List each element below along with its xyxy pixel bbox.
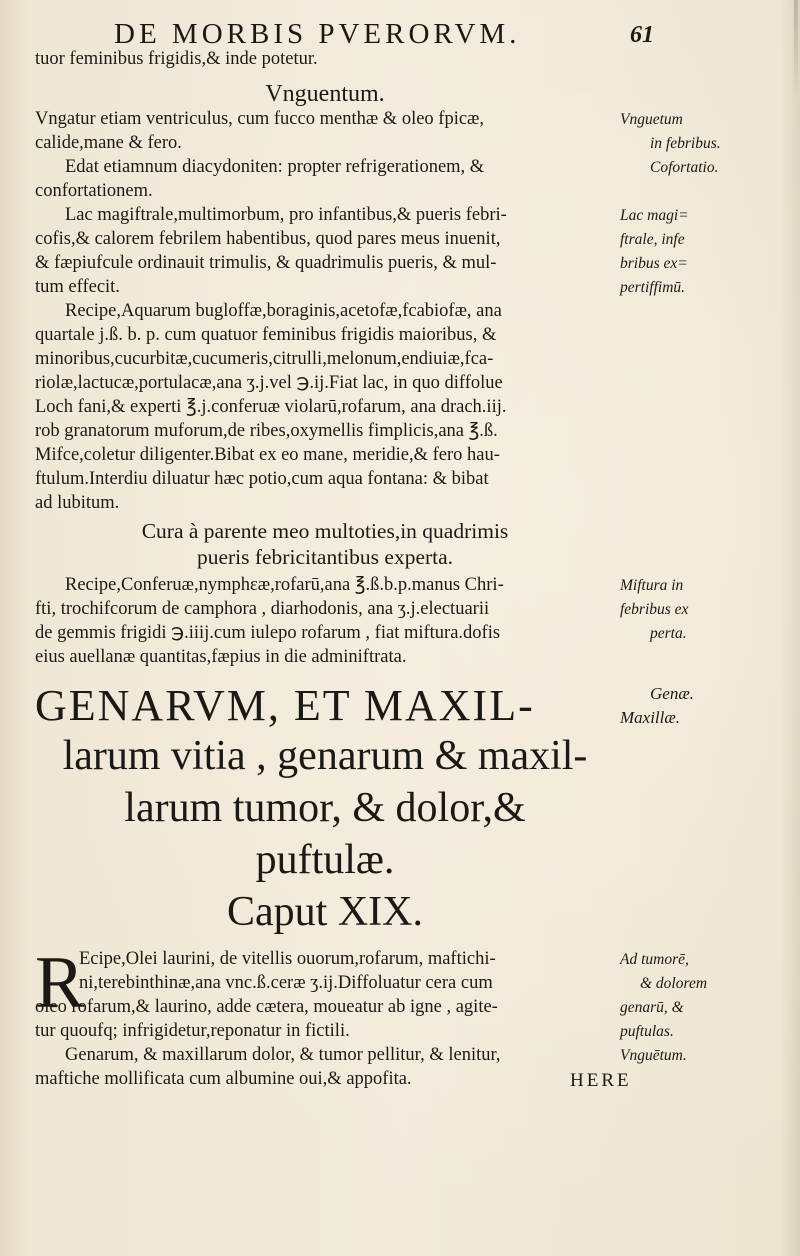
drop-cap: R [35,942,85,1024]
page-number: 61 [630,22,654,48]
text-line: tuor feminibus frigidis,& inde potetur. [35,49,318,69]
text-line: Vngatur etiam ventriculus, cum fucco menthæ & oleo fpicæ, [35,109,485,129]
text-line: Recipe,Conferuæ,nymphεæ,rofarū,ana ℥.ß.b.p.manus Chri- [65,575,504,595]
page-edge [794,0,798,100]
margin-note: Ad tumorē, [620,951,689,968]
text-line: Genarum, & maxillarum dolor, & tumor pellitur, & lenitur, [65,1045,501,1065]
text-line: Ecipe,Olei laurini, de vitellis ouorum,rofarum, maftichi- [79,949,496,969]
margin-note: Maxillæ. [620,708,680,727]
chapter-title: GENARVM, ET MAXIL- [35,681,535,730]
text-line: de gemmis frigidi ℈.iiij.cum iulepo rofarum , fiat miftura.dofis [35,623,501,643]
subheading-unguentum: Vnguentum. [265,81,385,107]
text-line: Loch fani,& experti ℥.j.conferuæ violarū,rofarum, ana drach.iij. [35,397,507,417]
margin-note: Lac magi= [620,207,689,224]
text-line: rob granatorum muforum,de ribes,oxymellis fimplicis,ana ℥.ß. [35,421,498,441]
margin-note: puftulas. [620,1023,674,1040]
margin-note: Cofortatio. [650,159,719,176]
text-line: maftiche mollificata cum albumine oui,& appofita. [35,1069,412,1089]
text-line: ftulum.Interdiu diluatur hæc potio,cum aqua fontana: & bibat [35,469,489,489]
text-line: Recipe,Aquarum bugloffæ,boraginis,acetofæ,fcabiofæ, ana [65,301,502,321]
recipe-paragraph [35,942,615,1089]
text-line: confortationem. [35,181,153,201]
text-line: Edat etiamnum diacydoniten: propter refrigerationem, & [65,157,485,177]
text-line: cofis,& calorem febrilem habentibus, quod pares meus inuenit, [35,229,501,249]
text-line: tur quoufq; infrigidetur,reponatur in fictili. [35,1021,350,1041]
text-line: ad lubitum. [35,493,120,513]
text-line: fti, trochifcorum de camphora , diarhodonis, ana ʒ.j.electuarii [35,599,490,619]
text-line: oleo rofarum,& laurino, adde cætera, moueatur ab igne , agite- [35,997,498,1017]
margin-note: in febribus. [650,135,721,152]
section-heading: Cura à parente meo multoties,in quadrimis [141,519,509,543]
margin-note: pertiffimū. [620,279,686,296]
text-line: & fæpiufcule ordinauit trimulis, & quadrimulis pueris, & mul- [35,253,497,273]
text-line: Mifce,coletur diligenter.Bibat ex eo mane, meridie,& fero hau- [35,445,500,465]
chapter-title: puftulæ. [255,837,395,883]
text-line: riolæ,lactucæ,portulacæ,ana ʒ.j.vel ℈.ij.Fiat lac, in quo diffolue [35,373,503,393]
margin-note: Miftura in [620,577,684,594]
text-line: Lac magiftrale,multimorbum, pro infantibus,& pueris febri- [65,205,507,225]
text-line: quartale j.ß. b. p. cum quatuor feminibus frigidis maioribus, & [35,325,497,345]
chapter-title: larum tumor, & dolor,& [124,785,526,831]
chapter-title: larum vitia , genarum & maxil- [62,733,588,779]
text-line: eius auellanæ quantitas,fæpius in die adminiftrata. [35,647,407,667]
margin-note: & dolorem [640,975,708,992]
text-line: calide,mane & fero. [35,133,182,153]
margin-note: ftrale, infe [620,231,685,248]
running-title: DE MORBIS PVERORVM. [114,18,521,50]
catchword: HERE [570,1070,632,1091]
margin-note: Vnguetum [620,111,683,128]
text-line: tum effecit. [35,277,120,297]
margin-note: genarū, & [620,999,684,1016]
margin-note: bribus ex= [620,255,688,272]
chapter-number: Caput XIX. [227,889,423,935]
text-line: minoribus,cucurbitæ,cucumeris,citrulli,melonum,endiuiæ,fca- [35,349,494,369]
margin-note: perta. [650,625,687,642]
margin-note: Vnguētum. [620,1047,687,1064]
text-line: ni,terebinthinæ,ana vnc.ß.ceræ ʒ.ij.Diffoluatur cera cum [79,973,493,993]
margin-note: Genæ. [650,684,694,703]
section-heading: pueris febricitantibus experta. [196,545,454,569]
margin-note: febribus ex [620,601,689,618]
